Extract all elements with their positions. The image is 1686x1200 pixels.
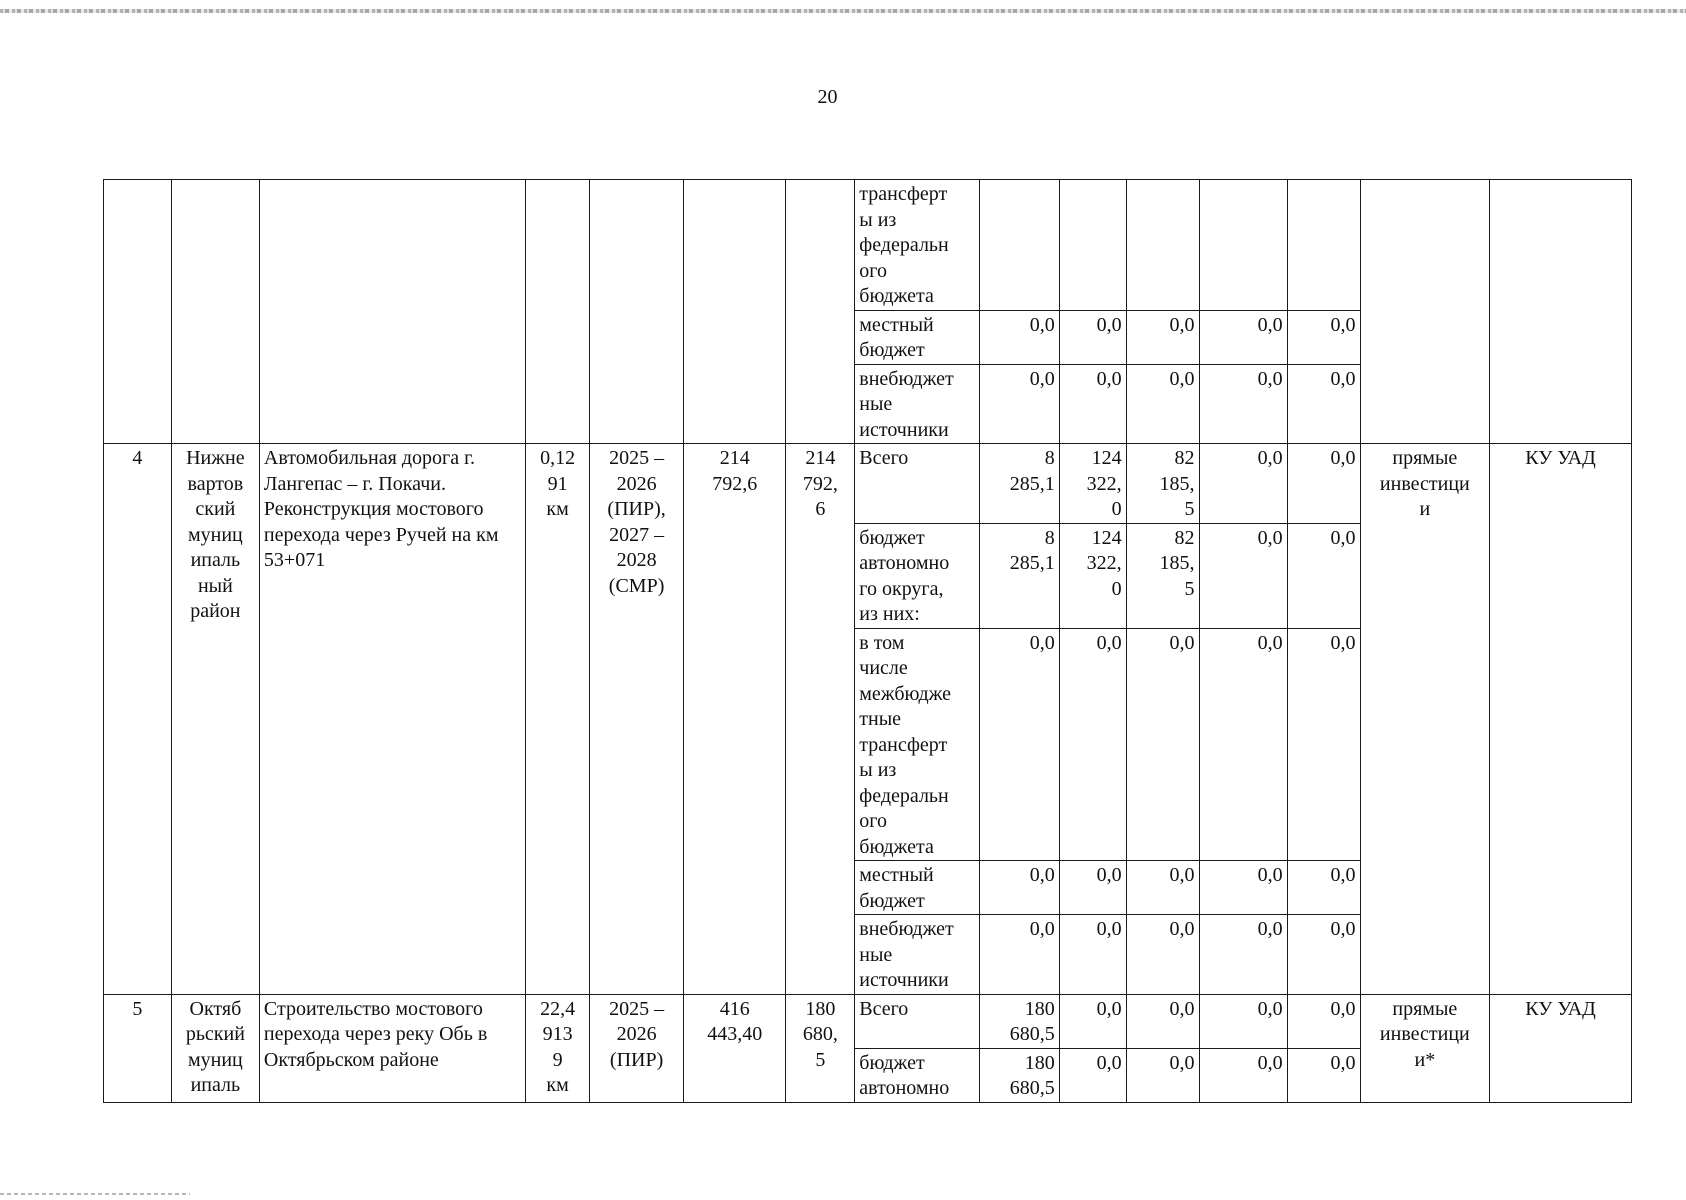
cell-length: 22,4 913 9 км	[526, 994, 590, 1102]
cell-object: Автомобильная дорога г. Лангепас – г. Покачи. Реконструкция мостового перехода через Ручей на км 53+071	[259, 444, 525, 995]
cell-cost: 416 443,40	[684, 994, 786, 1102]
cell-remaining	[786, 180, 855, 444]
cell-cost: 214 792,6	[684, 444, 786, 995]
cell-value: 0,0	[1199, 364, 1287, 444]
cell-value: 0,0	[1287, 310, 1360, 364]
cell-value: 180 680,5	[979, 1048, 1059, 1102]
cell-value: 0,0	[1199, 628, 1287, 861]
cell-value: 0,0	[1287, 523, 1360, 628]
cell-mechanism: прямые инвестици и*	[1360, 994, 1490, 1102]
cell-customer	[1490, 180, 1632, 444]
cell-value: 0,0	[1126, 915, 1199, 995]
cell-value: 0,0	[1199, 444, 1287, 524]
cell-mechanism: прямые инвестици и	[1360, 444, 1490, 995]
table-row	[104, 180, 1632, 311]
cell-value: 0,0	[1126, 861, 1199, 915]
cell-source: Всего	[855, 994, 980, 1048]
cell-value: 0,0	[979, 861, 1059, 915]
cell-source: в том числе межбюдже тные трансферт ы из федеральн ого бюджета	[855, 628, 980, 861]
cell-value: 0,0	[979, 364, 1059, 444]
cell-value: 0,0	[1199, 523, 1287, 628]
cell-value: 0,0	[1059, 628, 1126, 861]
investment-table	[103, 179, 1632, 1103]
cell-length: 0,12 91 км	[526, 444, 590, 995]
cell-value: 0,0	[1287, 1048, 1360, 1102]
cell-value: 0,0	[1287, 628, 1360, 861]
cell-value: 180 680,5	[979, 994, 1059, 1048]
cell-value: 0,0	[1126, 310, 1199, 364]
cell-value: 0,0	[1199, 1048, 1287, 1102]
cell-value: 124 322, 0	[1059, 523, 1126, 628]
cell-value: 0,0	[1126, 994, 1199, 1048]
cell-period	[590, 180, 684, 444]
page-number: 20	[817, 86, 838, 108]
table-row	[104, 444, 1632, 524]
cell-value: 0,0	[1126, 364, 1199, 444]
cell-value: 0,0	[1199, 915, 1287, 995]
cell-source: трансферт ы из федеральн ого бюджета	[855, 180, 980, 311]
cell-value: 0,0	[1199, 310, 1287, 364]
cell-num: 4	[104, 444, 172, 995]
cell-customer: КУ УАД	[1490, 444, 1632, 995]
cell-value: 0,0	[1059, 310, 1126, 364]
cell-value	[1059, 180, 1126, 311]
cell-value: 0,0	[1199, 861, 1287, 915]
cell-value: 124 322, 0	[1059, 444, 1126, 524]
cell-value: 0,0	[979, 310, 1059, 364]
cell-source: бюджет автономно	[855, 1048, 980, 1102]
cell-value: 0,0	[1287, 861, 1360, 915]
cell-period: 2025 – 2026 (ПИР)	[590, 994, 684, 1102]
cell-value: 0,0	[979, 915, 1059, 995]
cell-value: 0,0	[1059, 364, 1126, 444]
scan-edge-artifact	[0, 9, 1686, 13]
cell-value: 8 285,1	[979, 444, 1059, 524]
cell-cost	[684, 180, 786, 444]
cell-num	[104, 180, 172, 444]
cell-object: Строительство мостового перехода через реку Обь в Октябрьском районе	[259, 994, 525, 1102]
cell-value: 82 185, 5	[1126, 444, 1199, 524]
scan-edge-artifact-bottom	[0, 1193, 190, 1195]
cell-value: 8 285,1	[979, 523, 1059, 628]
cell-value: 0,0	[1059, 994, 1126, 1048]
cell-value: 0,0	[1059, 1048, 1126, 1102]
cell-source: внебюджет ные источники	[855, 364, 980, 444]
cell-value	[1126, 180, 1199, 311]
cell-value	[1199, 180, 1287, 311]
cell-municipality: Нижне вартов ский муниц ипаль ный район	[171, 444, 259, 995]
cell-source: местный бюджет	[855, 861, 980, 915]
cell-source: местный бюджет	[855, 310, 980, 364]
cell-value: 0,0	[1287, 994, 1360, 1048]
cell-value: 0,0	[1059, 915, 1126, 995]
cell-source: внебюджет ные источники	[855, 915, 980, 995]
cell-value: 0,0	[1126, 628, 1199, 861]
cell-remaining: 214 792, 6	[786, 444, 855, 995]
cell-value: 82 185, 5	[1126, 523, 1199, 628]
cell-value: 0,0	[1199, 994, 1287, 1048]
cell-municipality: Октяб рьский муниц ипаль	[171, 994, 259, 1102]
cell-value: 0,0	[1287, 444, 1360, 524]
cell-source: бюджет автономно го округа, из них:	[855, 523, 980, 628]
cell-value: 0,0	[1287, 915, 1360, 995]
cell-municipality	[171, 180, 259, 444]
cell-customer: КУ УАД	[1490, 994, 1632, 1102]
cell-mechanism	[1360, 180, 1490, 444]
cell-period: 2025 – 2026 (ПИР), 2027 – 2028 (СМР)	[590, 444, 684, 995]
cell-source: Всего	[855, 444, 980, 524]
cell-object	[259, 180, 525, 444]
cell-value	[979, 180, 1059, 311]
table-row	[104, 994, 1632, 1048]
cell-remaining: 180 680, 5	[786, 994, 855, 1102]
cell-value: 0,0	[979, 628, 1059, 861]
cell-value: 0,0	[1059, 861, 1126, 915]
cell-value: 0,0	[1126, 1048, 1199, 1102]
cell-num: 5	[104, 994, 172, 1102]
cell-value: 0,0	[1287, 364, 1360, 444]
cell-length	[526, 180, 590, 444]
cell-value	[1287, 180, 1360, 311]
